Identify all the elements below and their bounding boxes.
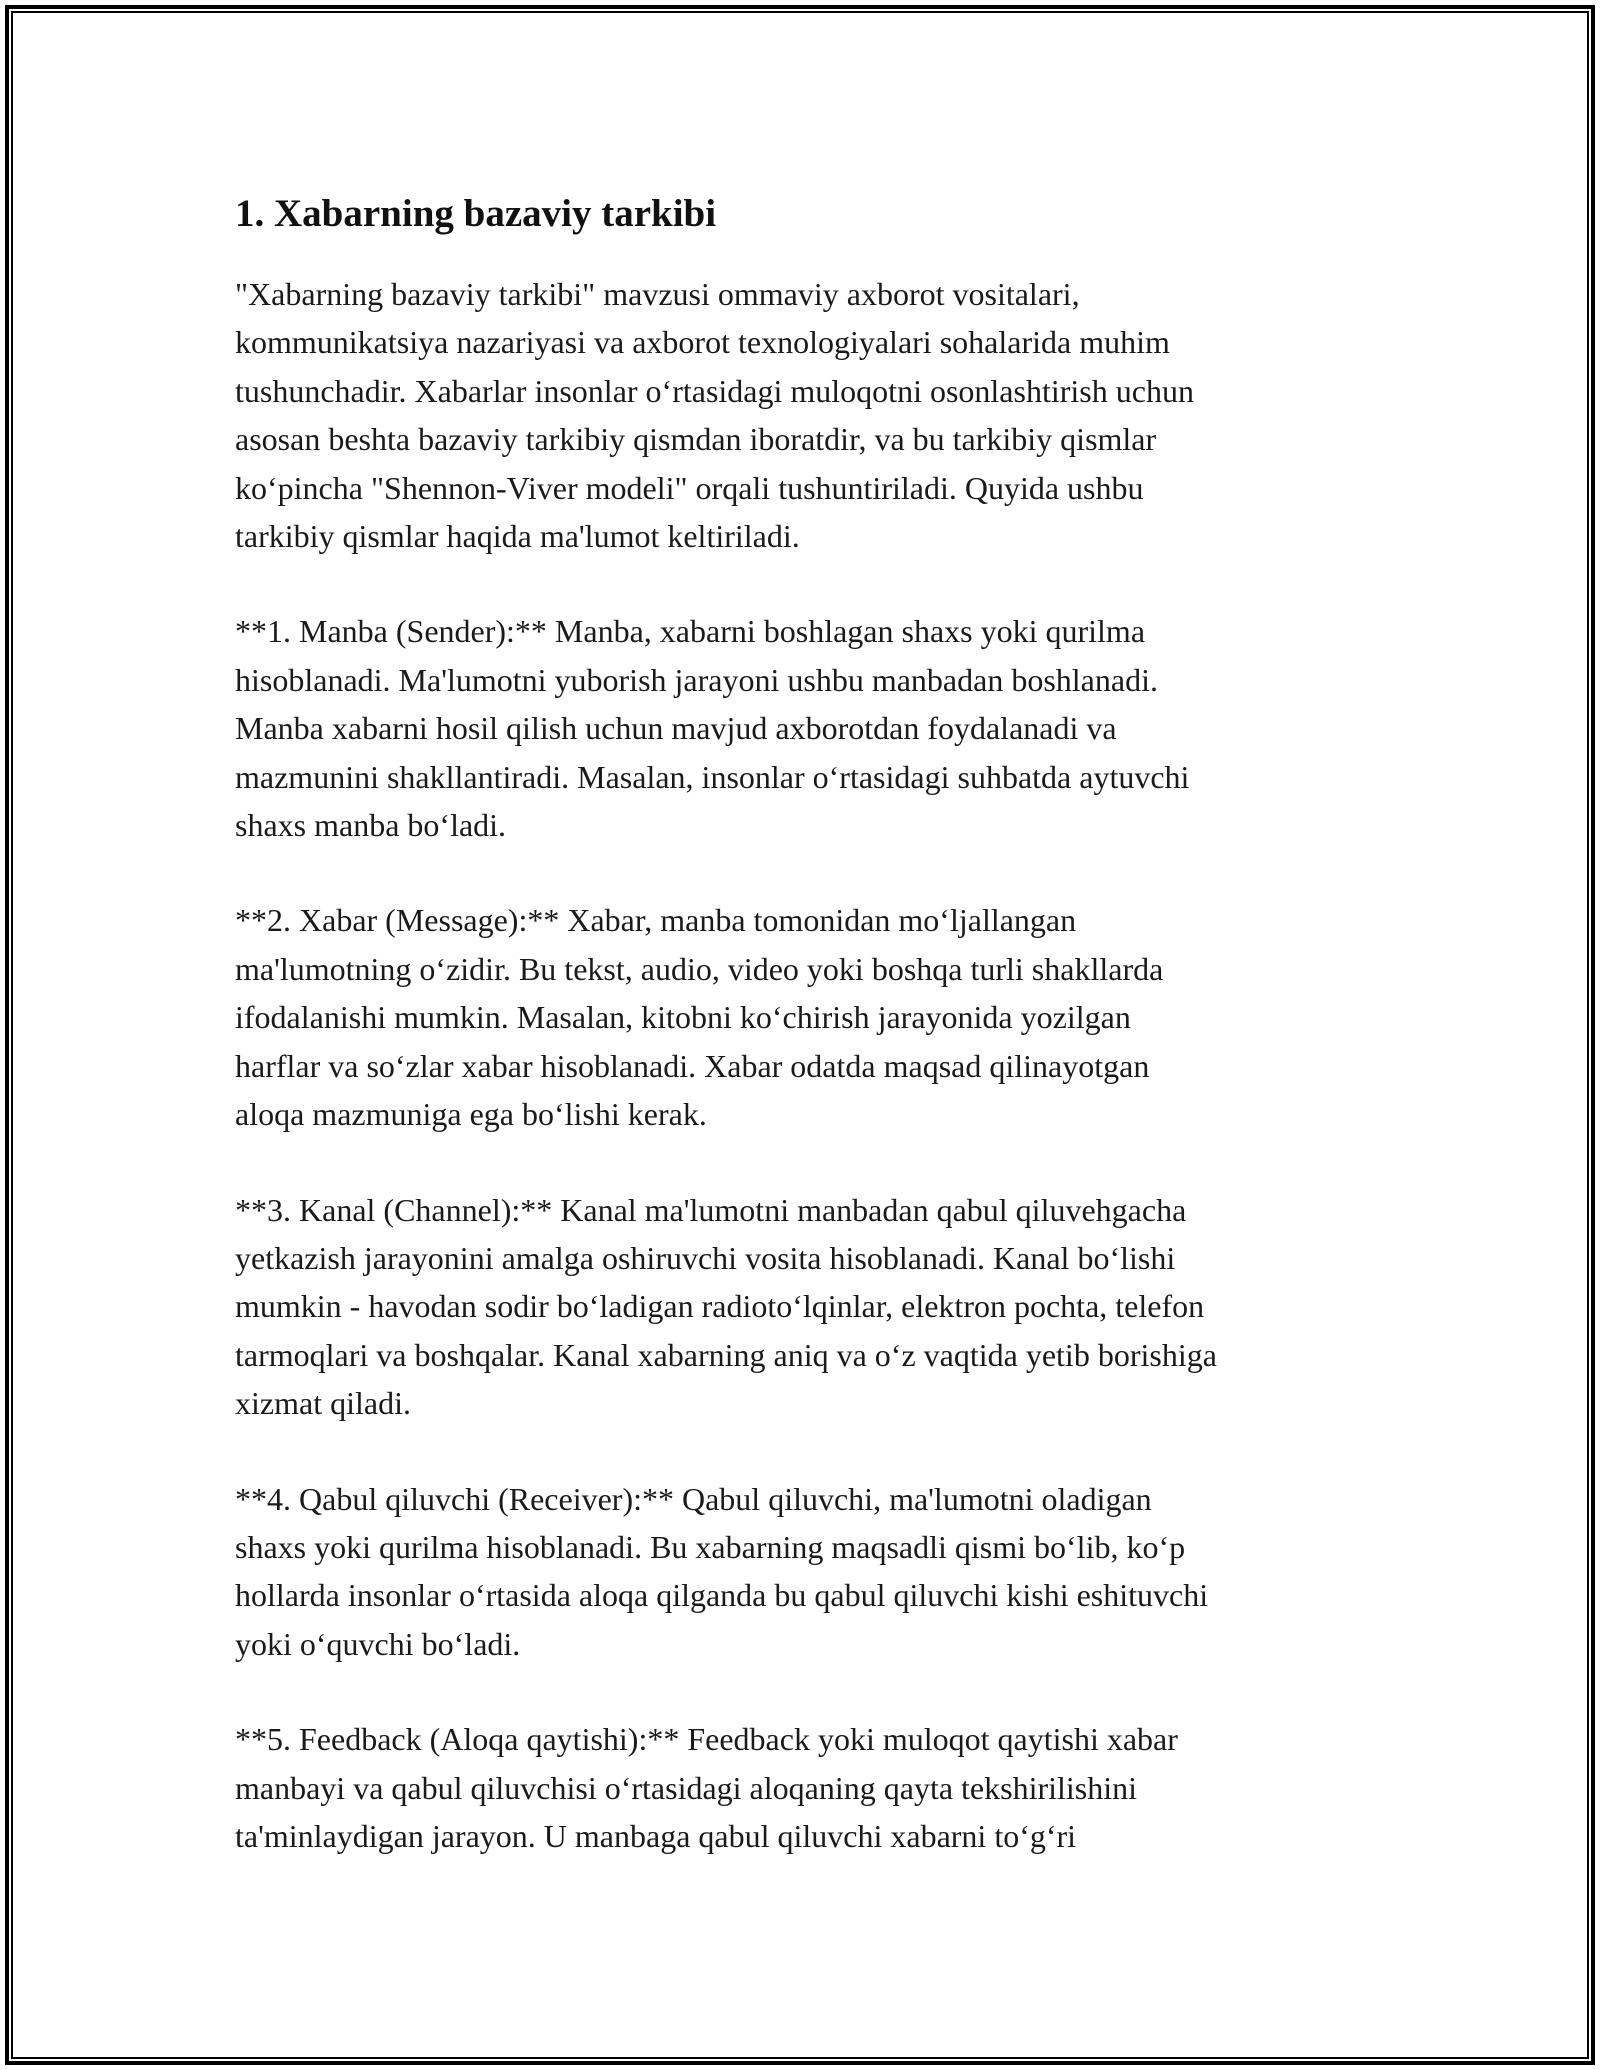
- paragraph-receiver: **4. Qabul qiluvchi (Receiver):** Qabul qiluvchi, ma'lumotni oladigan shaxs yoki qurilma hisoblanadi. Bu xabarning maqsadli qismi bo‘lib, ko‘p hollarda insonlar o‘rtasida aloqa qilganda bu qabul qiluvchi kishi eshituvchi yoki o‘quvchi bo‘ladi.: [235, 1480, 1209, 1662]
- document-page: [235, 188, 1385, 1907]
- paragraph-sender: **1. Manba (Sender):** Manba, xabarni boshlagan shaxs yoki qurilma hisoblanadi. Ma'lumotni yuborish jarayoni ushbu manbadan boshlanadi. Manba xabarni hosil qilish uchun mavjud axborotdan foydalanadi va mazmunini shakllantiradi. Masalan, insonlar o‘rtasidagi suhbatda aytuvchi shaxs manba bo‘ladi.: [235, 613, 1190, 844]
- paragraph-channel: **3. Kanal (Channel):** Kanal ma'lumotni manbadan qabul qiluvehgacha yetkazish jarayonini amalga oshiruvchi vosita hisoblanadi. Kanal bo‘lishi mumkin - havodan sodir bo‘ladigan radioto‘lqinlar, elektron pochta, telefon tarmoqlari va boshqalar. Kanal xabarning aniq va o‘z vaqtida yetib borishiga xizmat qiladi.: [235, 1191, 1217, 1422]
- section-heading: 1. Xabarning bazaviy tarkibi: [235, 192, 717, 235]
- paragraph-message: **2. Xabar (Message):** Xabar, manba tomonidan mo‘ljallangan ma'lumotning o‘zidir. Bu tekst, audio, video yoki boshqa turli shakllarda ifodalanishi mumkin. Masalan, kitobni ko‘chirish jarayonida yozilgan harflar va so‘zlar xabar hisoblanadi. Xabar odatda maqsad qilinayotgan aloqa mazmuniga ega bo‘lishi kerak.: [235, 902, 1164, 1133]
- intro-paragraph: "Xabarning bazaviy tarkibi" mavzusi ommaviy axborot vositalari, kommunikatsiya nazariyasi va axborot texnologiyalari sohalarida muhim tushunchadir. Xabarlar insonlar o‘rtasidagi muloqotni osonlashtirish uchun asosan beshta bazaviy tarkibiy qismdan iboratdir, va bu tarkibiy qismlar ko‘pincha "Shennon-Viver modeli" orqali tushuntiriladi. Quyida ushbu tarkibiy qismlar haqida ma'lumot keltiriladi.: [235, 276, 1194, 555]
- paragraph-feedback: **5. Feedback (Aloqa qaytishi):** Feedback yoki muloqot qaytishi xabar manbayi va qabul qiluvchisi o‘rtasidagi aloqaning qayta tekshirilishini ta'minlaydigan jarayon. U manbaga qabul qiluvchi xabarni to‘g‘ri: [235, 1721, 1178, 1854]
